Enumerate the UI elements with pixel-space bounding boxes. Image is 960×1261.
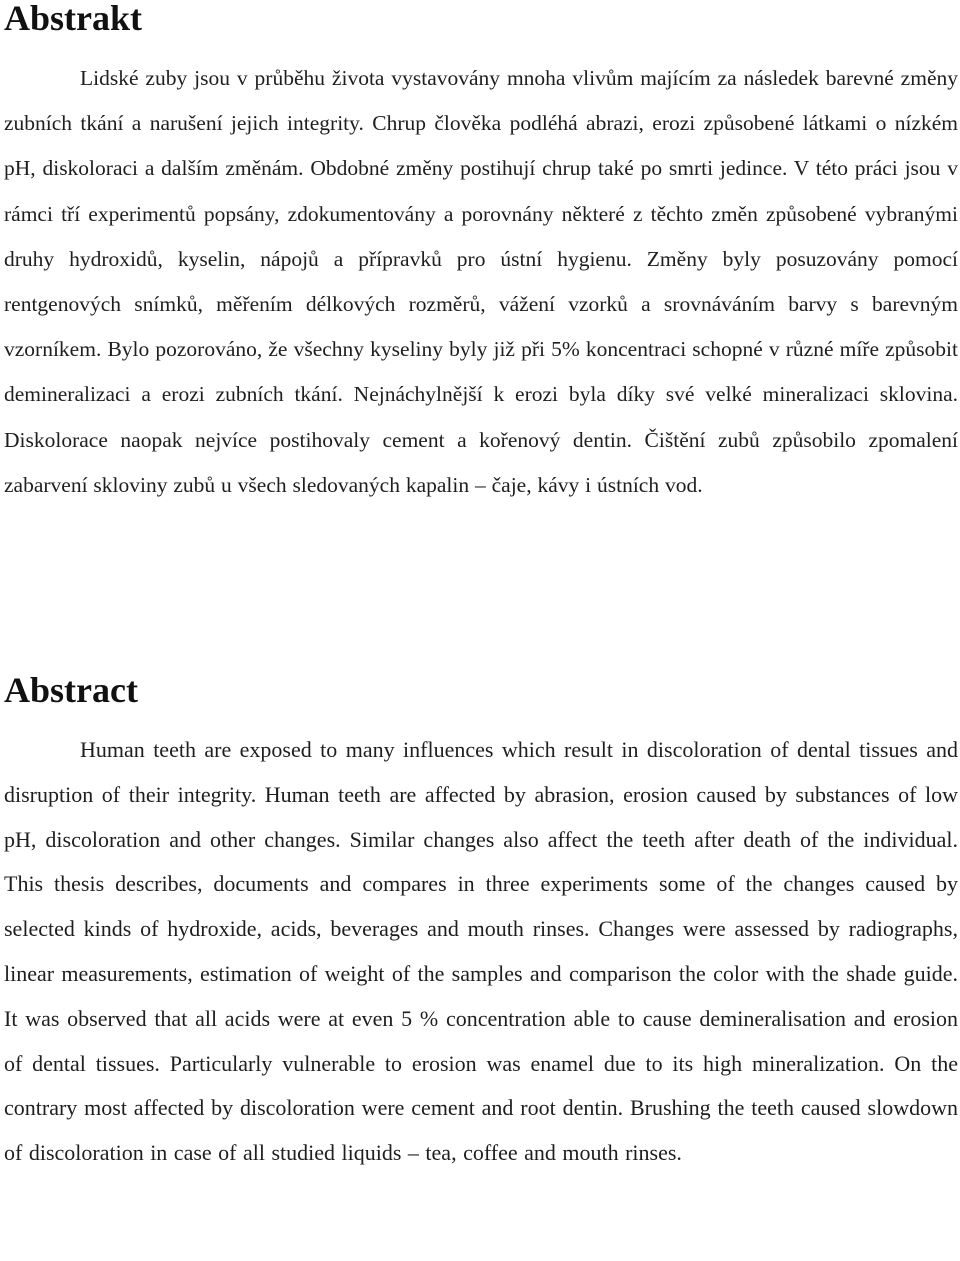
- english-abstract-heading: Abstract: [4, 670, 138, 710]
- czech-abstract-heading: Abstrakt: [4, 0, 143, 38]
- english-abstract-text: Human teeth are exposed to many influences which result in discoloration of dental tissues and disruption of their integrity. Human teeth are affected by abrasion, erosion caused by substances of low pH, discoloration and other changes. Similar changes also affect the teeth after death of the individual. This thesis describes, documents and compares in three experiments some of the changes caused by selected kinds of hydroxide, acids, beverages and mouth rinses. Changes were assessed by radiographs, linear measurements, estimation of weight of the samples and comparison the color with the shade guide. It was observed that all acids were at even 5 % concentration able to cause demineralisation and erosion of dental tissues. Particularly vulnerable to erosion was enamel due to its high mineralization. On the contrary most affected by discoloration were cement and root dentin. Brushing the teeth caused slowdown of discoloration in case of all studied liquids – tea, coffee and mouth rinses.: [4, 737, 958, 1166]
- czech-abstract-text: Lidské zuby jsou v průběhu života vystavovány mnoha vlivům majícím za následek barevné změny zubních tkání a narušení jejich integrity. Chrup člověka podléhá abrazi, erozi způsobené látkami o nízkém pH, diskoloraci a dalším změnám. Obdobné změny postihují chrup také po smrti jedince. V této práci jsou v rámci tří experimentů popsány, zdokumentovány a porovnány některé z těchto změn způsobené vybranými druhy hydroxidů, kyselin, nápojů a přípravků pro ústní hygienu. Změny byly posuzovány pomocí rentgenových snímků, měřením délkových rozměrů, vážení vzorků a srovnáváním barvy s barevným vzorníkem. Bylo pozorováno, že všechny kyseliny byly již při 5% koncentraci schopné v různé míře způsobit demineralizaci a erozi zubních tkání. Nejnáchylnější k erozi byla díky své velké mineralizaci sklovina. Diskolorace naopak nejvíce postihovaly cement a kořenový dentin. Čištění zubů způsobilo zpomalení zabarvení skloviny zubů u všech sledovaných kapalin – čaje, kávy i ústních vod.: [4, 66, 958, 497]
